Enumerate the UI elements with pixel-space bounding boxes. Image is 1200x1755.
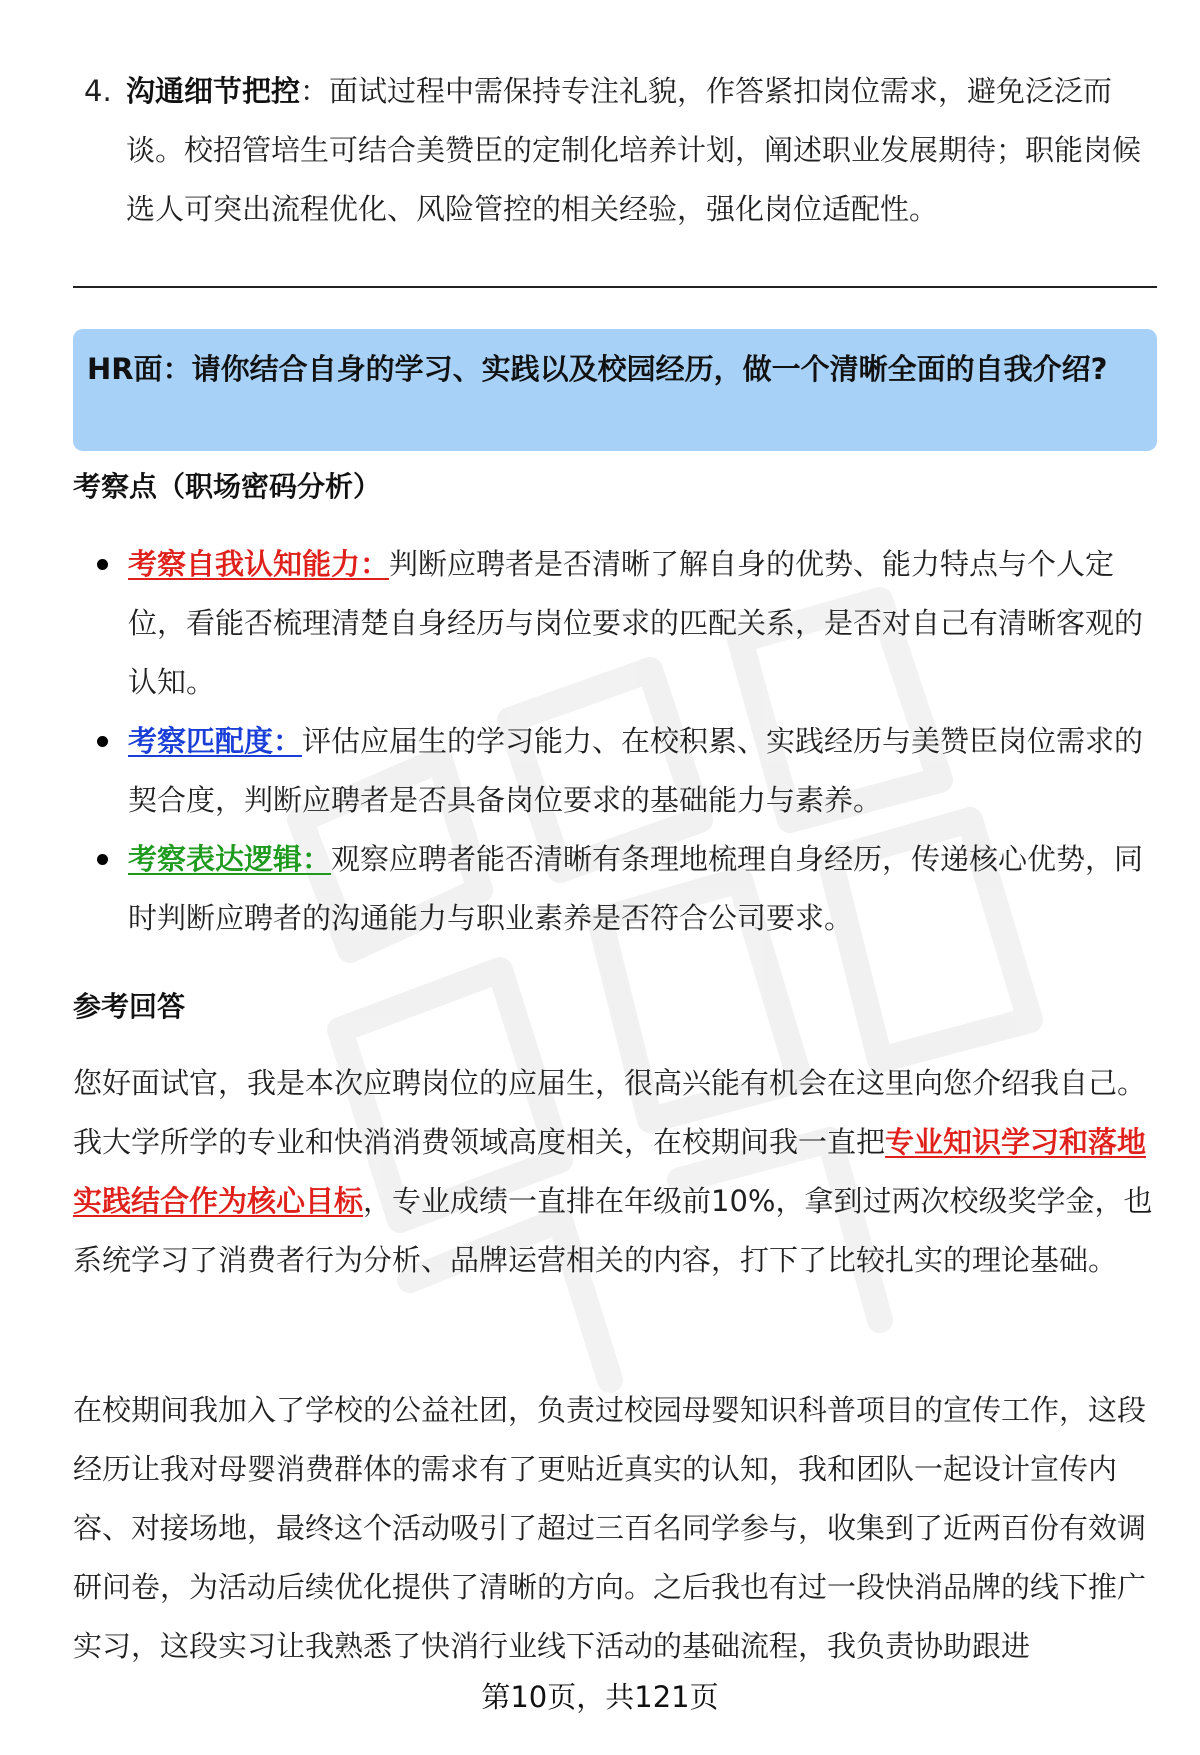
list-item-title: 沟通细节把控 — [126, 74, 301, 108]
page-number: 第10页，共121页 — [481, 1680, 719, 1714]
list-item — [73, 830, 1157, 948]
bullet-dot-icon — [97, 854, 108, 865]
highlight-text: 专业知识学习和落地实践结合作为核心目标 — [73, 1125, 1147, 1218]
paragraph-text: ，专业成绩一直排在年级前10%，拿到过两次校级奖学金，也系统学习了消费者行为分析、品牌运营相关的内容，打下了比较扎实的理论基础。 — [73, 1184, 1153, 1277]
section-divider — [73, 286, 1157, 288]
assessment-heading: 考察点（职场密码分析） — [73, 470, 382, 503]
list-item — [73, 712, 1157, 830]
paragraph-text: 在校期间我加入了学校的公益社团，负责过校园母婴知识科普项目的宣传工作，这段经历让我对母婴消费群体的需求有了更贴近真实的认知，我和团队一起设计宣传内容、对接场地，最终这个活动吸引了超过三百名同学参与，收集到了近两百份有效调研问卷，为活动后续优化提供了清晰的方向。之后我也有过一段快消品牌的线下推广实习，这段实习让我熟悉了快消行业线下活动的基础流程，我负责协助跟进 — [73, 1393, 1147, 1663]
list-item-number: 4. — [84, 74, 112, 108]
assessment-tag: 考察表达逻辑： — [128, 842, 332, 876]
assessment-tag: 考察匹配度： — [128, 724, 303, 758]
assessment-text: 评估应届生的学习能力、在校积累、实践经历与美赞臣岗位需求的契合度，判断应聘者是否具备岗位要求的基础能力与素养。 — [128, 724, 1144, 817]
assessment-list — [73, 535, 1157, 948]
list-item-text: 面试过程中需保持专注礼貌，作答紧扣岗位需求，避免泛泛而谈。校招管培生可结合美赞臣的定制化培养计划，阐述职业发展期待；职能岗候选人可突出流程优化、风险管控的相关经验，强化岗位适配性。 — [126, 74, 1142, 226]
assessment-tag: 考察自我认知能力： — [128, 547, 390, 581]
question-text: HR面：请你结合自身的学习、实践以及校园经历，做一个清晰全面的自我介绍? — [87, 352, 1108, 386]
list-item-separator: ： — [300, 74, 330, 108]
list-item-4 — [84, 62, 1144, 239]
assessment-text: 判断应聘者是否清晰了解自身的优势、能力特点与个人定位，看能否梳理清楚自身经历与岗位要求的匹配关系，是否对自己有清晰客观的认知。 — [128, 547, 1144, 699]
reference-paragraph-2 — [73, 1381, 1157, 1676]
assessment-text: 观察应聘者能否清晰有条理地梳理自身经历，传递核心优势，同时判断应聘者的沟通能力与职业素养是否符合公司要求。 — [128, 842, 1144, 935]
paragraph-text: 您好面试官，我是本次应聘岗位的应届生，很高兴能有机会在这里向您介绍我自己。我大学所学的专业和快消消费领域高度相关，在校期间我一直把 — [73, 1066, 1147, 1159]
reference-paragraph-1 — [73, 1054, 1157, 1290]
bullet-dot-icon — [97, 559, 108, 570]
list-item — [73, 535, 1157, 712]
bullet-dot-icon — [97, 736, 108, 747]
reference-heading: 参考回答 — [73, 990, 186, 1023]
question-box — [73, 329, 1157, 451]
